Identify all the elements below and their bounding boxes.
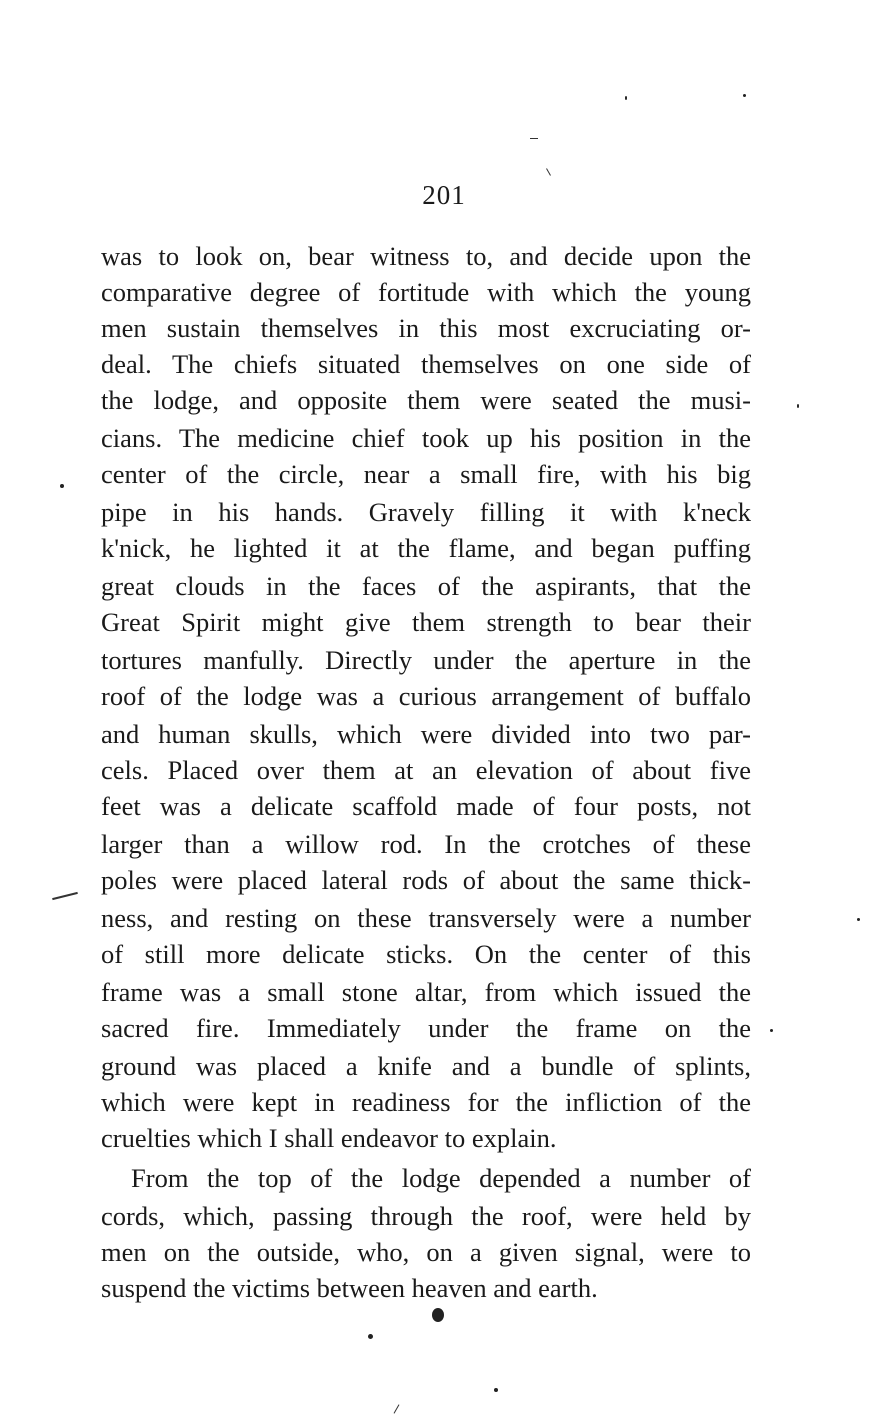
text-line: sacred fire. Immediately under the frame on the — [101, 1013, 751, 1043]
scan-speck — [494, 1388, 498, 1392]
scan-speck — [625, 96, 627, 100]
margin-mark — [52, 892, 78, 900]
text-line: center of the circle, near a small fire, with his big — [101, 459, 751, 489]
text-line: suspend the victims between heaven and earth. — [101, 1273, 598, 1303]
text-line: of still more delicate sticks. On the center of this — [101, 939, 751, 969]
text-line: great clouds in the faces of the aspirants, that the — [101, 571, 751, 601]
text-line: tortures manfully. Directly under the aperture in the — [101, 645, 751, 675]
text-line: Great Spirit might give them strength to bear their — [101, 607, 751, 637]
text-line: the lodge, and opposite them were seated the musi- — [101, 385, 751, 415]
text-line: cels. Placed over them at an elevation of about five — [101, 755, 751, 785]
scan-speck — [770, 1029, 773, 1032]
text-line: comparative degree of fortitude with which the young — [101, 277, 751, 307]
scan-speck — [546, 168, 551, 175]
text-line: which were kept in readiness for the infliction of the — [101, 1087, 751, 1117]
text-line: feet was a delicate scaffold made of four posts, not — [101, 791, 751, 821]
scan-speck — [60, 484, 64, 488]
scan-speck — [394, 1404, 400, 1413]
text-line: frame was a small stone altar, from which issued the — [101, 977, 751, 1007]
scan-speck — [530, 138, 538, 139]
text-line: was to look on, bear witness to, and decide upon the — [101, 241, 751, 271]
ink-blot — [432, 1308, 444, 1322]
scan-speck — [368, 1334, 373, 1339]
text-line: and human skulls, which were divided into two par- — [101, 719, 751, 749]
text-line: From the top of the lodge depended a number of — [131, 1163, 751, 1193]
scan-speck — [797, 404, 799, 408]
text-line: roof of the lodge was a curious arrangement of buffalo — [101, 681, 751, 711]
page-number: 201 — [422, 180, 466, 210]
text-line: ground was placed a knife and a bundle of splints, — [101, 1051, 751, 1081]
scan-speck — [857, 918, 860, 921]
text-line: cruelties which I shall endeavor to explain. — [101, 1123, 557, 1153]
text-line: larger than a willow rod. In the crotches of these — [101, 829, 751, 859]
text-line: cords, which, passing through the roof, were held by — [101, 1201, 751, 1231]
text-line: pipe in his hands. Gravely filling it with k'neck — [101, 497, 751, 527]
text-line: men sustain themselves in this most excruciating or- — [101, 313, 751, 343]
text-line: cians. The medicine chief took up his position in the — [101, 423, 751, 453]
scan-speck — [743, 94, 746, 97]
text-line: deal. The chiefs situated themselves on one side of — [101, 349, 751, 379]
text-line: men on the outside, who, on a given signal, were to — [101, 1237, 751, 1267]
text-line: poles were placed lateral rods of about the same thick- — [101, 865, 751, 895]
text-line: ness, and resting on these transversely were a number — [101, 903, 751, 933]
text-line: k'nick, he lighted it at the flame, and began puffing — [101, 533, 751, 563]
